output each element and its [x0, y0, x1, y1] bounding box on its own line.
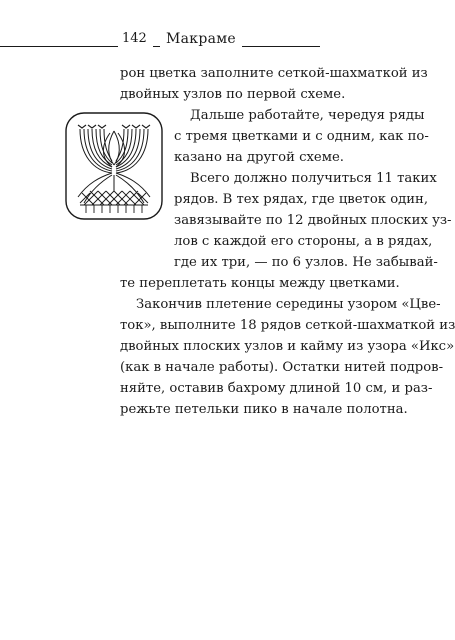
- text-line: где их три, — по 6 узлов. Не забывай-: [174, 255, 438, 270]
- text-line: Дальше работайте, чередуя ряды: [190, 108, 425, 123]
- page-number: 142: [118, 30, 153, 48]
- text-line: с тремя цветками и с одним, как по-: [174, 129, 429, 144]
- macrame-flower-pattern-icon: [64, 111, 164, 221]
- running-header: [0, 30, 320, 52]
- text-line: рон цветка заполните сеткой-шахматкой из: [120, 66, 428, 81]
- text-line: двойных узлов по первой схеме.: [120, 87, 346, 102]
- text-line: ток», выполните 18 рядов сеткой-шахматкой из: [120, 318, 455, 333]
- text-line: Всего должно получиться 11 таких: [190, 171, 437, 186]
- text-line: няйте, оставив бахрому длиной 10 см, и раз-: [120, 381, 433, 396]
- text-line: режьте петельки пико в начале полотна.: [120, 402, 408, 417]
- text-line: те переплетать концы между цветками.: [120, 276, 400, 291]
- macrame-pattern-figure: [64, 111, 164, 221]
- text-line: (как в начале работы). Остатки нитей подров-: [120, 360, 444, 375]
- text-line: Закончив плетение середины узором «Цве-: [136, 297, 441, 312]
- running-title: Макраме: [160, 30, 242, 48]
- text-line: рядов. В тех рядах, где цветок один,: [174, 192, 429, 207]
- text-line: казано на другой схеме.: [174, 150, 344, 165]
- text-line: завязывайте по 12 двойных плоских уз-: [174, 213, 452, 228]
- text-line: лов с каждой его стороны, а в рядах,: [174, 234, 433, 249]
- text-line: двойных плоских узлов и кайму из узора «Икс»: [120, 339, 455, 354]
